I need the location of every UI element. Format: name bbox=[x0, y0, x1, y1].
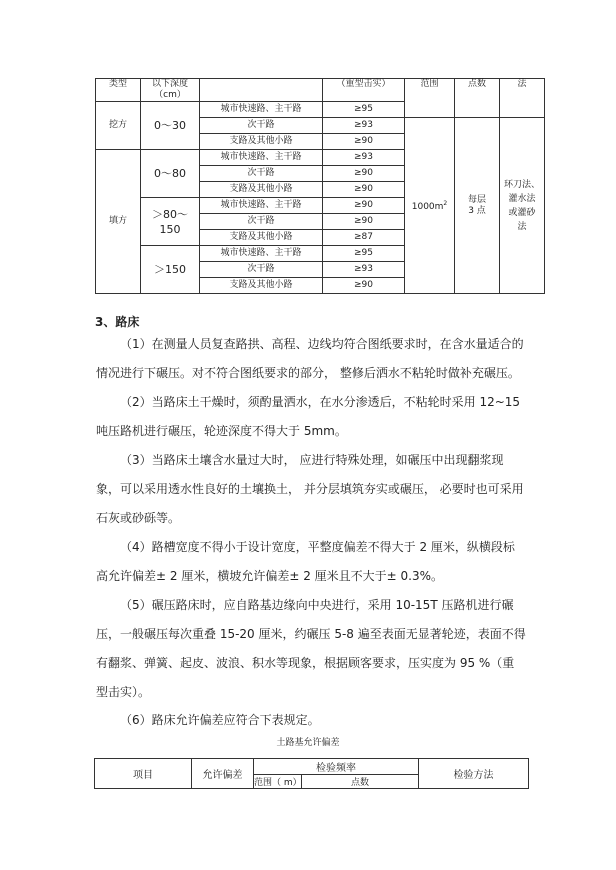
group-cut-depth: 0～30 bbox=[141, 102, 200, 150]
group-cut-type: 挖方 bbox=[96, 102, 141, 150]
header-standard: （重型击实） bbox=[323, 79, 405, 102]
road-class-cell: 支路及其他小路 bbox=[200, 278, 323, 294]
compaction-value: ≥90 bbox=[323, 182, 405, 198]
compaction-value: ≥93 bbox=[323, 150, 405, 166]
header-depth bbox=[141, 79, 200, 102]
header-method: 检验方法 bbox=[419, 759, 529, 789]
road-class-cell: 次干路 bbox=[200, 118, 323, 134]
road-class-cell: 支路及其他小路 bbox=[200, 134, 323, 150]
road-class-cell: 城市快速路、主干路 bbox=[200, 198, 323, 214]
compaction-value: ≥90 bbox=[323, 198, 405, 214]
group-fill-depth-2 bbox=[141, 198, 200, 246]
group-fill-depth-1: 0～80 bbox=[141, 150, 200, 198]
compaction-value: ≥90 bbox=[323, 214, 405, 230]
paragraph-5: （5）碾压路床时，应自路基边缘向中央进行，采用 10-15T 压路机进行碾压，一般碾压每次重叠 15-20 厘米，约碾压 5-8 遍至表面无显著轮迹，表面不得有翻浆、弹簧、起皮、波浪、积水等现象，根据顾客要求，压实度为 95 %（重型击实）。 bbox=[96, 598, 526, 699]
header-road-class bbox=[200, 79, 323, 102]
road-class-cell: 城市快速路、主干路 bbox=[200, 246, 323, 262]
paragraph-6: （6）路床允许偏差应符合下表规定。 bbox=[120, 713, 320, 727]
method-line: 法 bbox=[517, 221, 527, 232]
compaction-table bbox=[95, 78, 545, 294]
range-sup: 2 bbox=[443, 200, 448, 207]
paragraph-2: （2）当路床土干燥时，须酌量洒水，在水分渗透后，不粘轮时采用 12~15 吨压路机进行碾压，轮迹深度不得大于 5mm。 bbox=[96, 395, 521, 438]
compaction-value: ≥90 bbox=[323, 134, 405, 150]
paragraph-4: （4）路槽宽度不得小于设计宽度，平整度偏差不得大于 2 厘米，纵横段标高允许偏差± 2 厘米，横坡允许偏差± 2 厘米且不大于± 0.3%。 bbox=[96, 540, 515, 583]
road-class-cell: 城市快速路、主干路 bbox=[200, 150, 323, 166]
points-line2: 3 点 bbox=[468, 205, 486, 216]
compaction-value: ≥90 bbox=[323, 166, 405, 182]
header-item: 项目 bbox=[95, 759, 192, 789]
method-line: 灌水法 bbox=[508, 193, 536, 204]
group-fill-type: 填方 bbox=[96, 150, 141, 294]
range-cell bbox=[405, 118, 455, 294]
section-title: 3、路床 bbox=[95, 315, 140, 329]
header-tolerance: 允许偏差 bbox=[192, 759, 254, 789]
compaction-value: ≥87 bbox=[323, 230, 405, 246]
compaction-value: ≥93 bbox=[323, 118, 405, 134]
method-line: 或灌砂 bbox=[508, 207, 536, 218]
road-class-cell: 支路及其他小路 bbox=[200, 230, 323, 246]
table-caption: 土路基允许偏差 bbox=[276, 738, 340, 748]
road-class-cell: 城市快速路、主干路 bbox=[200, 102, 323, 118]
header-depth-line2: （cm） bbox=[154, 90, 186, 100]
compaction-value: ≥95 bbox=[323, 102, 405, 118]
method-line: 环刀法、 bbox=[503, 179, 540, 190]
paragraph-1: （1）在测量人员复查路拱、高程、边线均符合图纸要求时，在含水量适合的情况进行下碾压。对不符合图纸要求的部分， 整修后洒水不粘轮时做补充碾压。 bbox=[96, 337, 524, 380]
header-method: 法 bbox=[500, 79, 545, 118]
header-depth-line1: 以下深度 bbox=[151, 79, 188, 89]
range-value: 1000m bbox=[411, 202, 444, 212]
road-class-cell: 次干路 bbox=[200, 166, 323, 182]
points-line1: 每层 bbox=[467, 194, 486, 205]
road-class-cell: 次干路 bbox=[200, 262, 323, 278]
header-points: 点数 bbox=[455, 79, 500, 118]
paragraph-3: （3）当路床土壤含水量过大时， 应进行特殊处理，如碾压中出现翻浆现象，可以采用透水性良好的土壤换土， 并分层填筑夯实或碾压， 必要时也可采用石灰或砂砾等。 bbox=[96, 453, 524, 525]
points-cell bbox=[455, 118, 500, 294]
road-class-cell: 支路及其他小路 bbox=[200, 182, 323, 198]
tolerance-table bbox=[94, 758, 529, 789]
header-range: 范围（ m） bbox=[254, 775, 302, 789]
method-cell bbox=[500, 118, 545, 294]
compaction-value: ≥93 bbox=[323, 262, 405, 278]
header-range: 范围 bbox=[405, 79, 455, 118]
compaction-value: ≥95 bbox=[323, 246, 405, 262]
compaction-value: ≥90 bbox=[323, 278, 405, 294]
header-frequency: 检验频率 bbox=[254, 759, 419, 775]
header-type: 类型 bbox=[96, 79, 141, 102]
fill-depth-2-line1: ＞80～ bbox=[152, 207, 188, 221]
fill-depth-2-line2: 150 bbox=[159, 222, 181, 236]
header-points: 点数 bbox=[302, 775, 419, 789]
group-fill-depth-3: ＞150 bbox=[141, 246, 200, 294]
road-class-cell: 次干路 bbox=[200, 214, 323, 230]
